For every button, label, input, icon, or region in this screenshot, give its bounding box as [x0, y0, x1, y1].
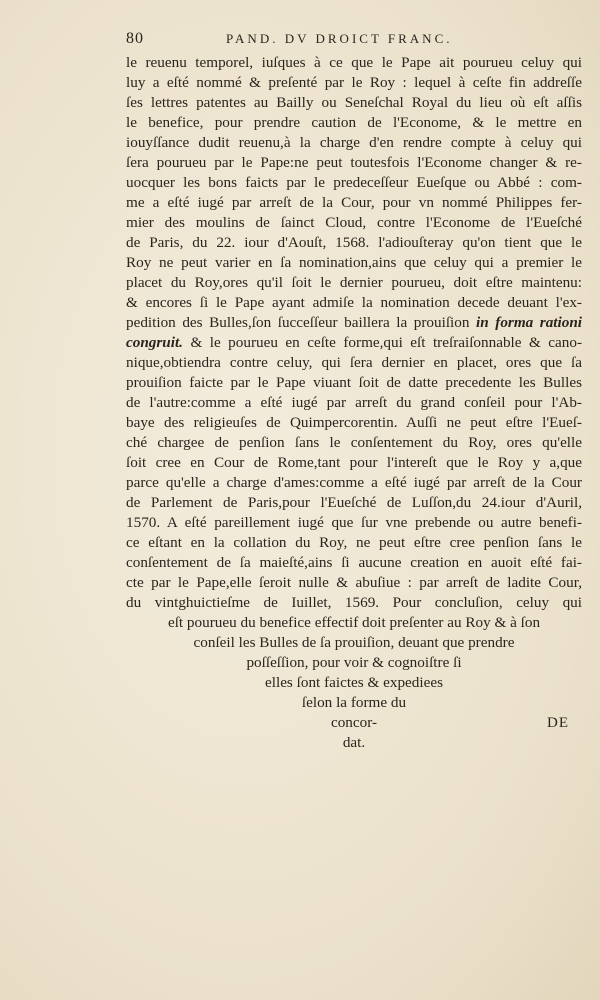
text-line: [126, 453, 582, 473]
line-text: baye des religieuſes de Quimpercorentin. Auſſi ne peut eſtre l'Eueſ-: [126, 414, 582, 431]
catchword: DE: [547, 715, 569, 731]
text-line: [126, 273, 582, 293]
text-line: [126, 713, 582, 733]
line-text: ſoit cree en Cour de Rome,tant pour l'intereſt que le Roy y a,que: [126, 454, 582, 471]
text-line: [126, 493, 582, 513]
text-line: [126, 113, 582, 133]
text-line: [126, 73, 582, 93]
line-text: le benefice, pour prendre caution de l'Econome, & le mettre en: [126, 114, 582, 131]
text-line: [126, 433, 582, 453]
line-text: ſelon la forme du: [301, 694, 407, 711]
line-text: de l'autre:comme a eſté iugé par arreſt du grand conſeil pour l'Ab-: [126, 394, 582, 411]
line-text: uocquer les bons faicts par le predeceſſeur Eueſque ou Abbé : com-: [126, 174, 582, 191]
line-text: conſeil les Bulles de ſa prouiſion, deuant que prendre: [193, 634, 515, 651]
line-text: de Parlement de Paris,pour l'Eueſché de Luſſon,du 24.iour d'Auril,: [126, 494, 582, 511]
text-line: [126, 633, 582, 653]
line-text: concor-: [330, 714, 378, 731]
line-text: du vintghuictieſme de Iuillet, 1569. Pour concluſion, celuy qui: [126, 594, 582, 611]
line-text: ſes lettres patentes au Bailly ou Seneſchal Royal du lieu où eſt aſſis: [126, 94, 582, 111]
text-line: [126, 673, 582, 693]
text-line: [126, 393, 582, 413]
running-head: PAND. DV DROICT FRANC.: [226, 31, 453, 46]
text-line: [126, 153, 582, 173]
body-text: [126, 53, 582, 753]
line-text: 1570. A eſté pareillement iugé que ſur vne prebende ou autre benefi-: [126, 514, 582, 531]
line-text: ce eſtant en la collation du Roy, ne peut eſtre cree penſion ſans le: [126, 534, 582, 551]
text-line: [126, 593, 582, 613]
text-line: [126, 373, 582, 393]
text-line: [126, 173, 582, 193]
latin-phrase: in forma rationi: [476, 314, 582, 331]
line-text: mier des moulins de ſainct Cloud, contre l'Econome de l'Eueſché: [126, 214, 582, 231]
text-line: [126, 533, 582, 553]
line-text: Roy ne peut varier en ſa nomination,ains que celuy qui a premier le: [126, 254, 582, 271]
line-text: le reuenu temporel, iuſques à ce que le Pape ait pourueu celuy qui: [126, 54, 582, 71]
line-text: me a eſté iugé par arreſt de la Cour, pour vn nommé Philippes fer-: [126, 194, 582, 211]
text-line: [126, 93, 582, 113]
text-line: [126, 313, 582, 333]
text-line: [126, 333, 582, 353]
line-text: poſſeſſion, pour voir & cognoiſtre ſi: [246, 654, 462, 671]
text-line: [126, 253, 582, 273]
line-text: prouiſion faicte par le Pape viuant ſoit de datte precedente les Bulles: [126, 374, 582, 391]
text-line: [126, 613, 582, 633]
text-line: [126, 553, 582, 573]
line-text: parce qu'elle a charge d'ames:comme a eſté iugé par arreſt de la Cour: [126, 474, 582, 491]
line-text: de Paris, du 22. iour d'Aouſt, 1568. l'adiouſteray qu'on tient que le: [126, 234, 582, 251]
text-line: [126, 733, 582, 753]
text-line: [126, 293, 582, 313]
text-line: [126, 53, 582, 73]
text-line: [126, 413, 582, 433]
text-line: [126, 213, 582, 233]
line-text: luy a eſté nommé & preſenté par le Roy : lequel à ceſte fin addreſſe: [126, 74, 582, 91]
text-line: [126, 573, 582, 593]
text-line: [126, 233, 582, 253]
page-number: 80: [126, 30, 144, 47]
text-line: [126, 513, 582, 533]
text-line: [126, 653, 582, 673]
line-text: cte par le Pape,elle ſeroit nulle & abuſiue : par arreſt de ladite Cour,: [126, 574, 582, 591]
line-text: placet du Roy,ores qu'il ſoit le dernier pourueu, doit eſtre maintenu:: [126, 274, 582, 291]
line-text: iouyſſance dudit reuenu,à la charge d'en rendre compte à celuy qui: [126, 134, 582, 151]
line-text: conſentement de ſa maieſté,ains ſi aucune creation en auoit eſté fai-: [126, 554, 582, 571]
text-line: [126, 193, 582, 213]
line-text: nique,obtiendra contre celuy, qui ſera dernier en placet, ores que ſa: [126, 354, 582, 371]
line-text: elles ſont faictes & expediees: [265, 674, 443, 691]
line-text: dat.: [342, 734, 366, 751]
latin-phrase: congruit.: [126, 334, 183, 351]
line-text: & le pourueu en ceſte forme,qui eſt treſraiſonnable & cano-: [182, 334, 582, 351]
line-text: ché chargee de penſion ſans le conſentement du Roy, ores qu'elle: [126, 434, 582, 451]
page-header: [126, 30, 586, 52]
text-line: [126, 473, 582, 493]
text-line: [126, 353, 582, 373]
line-text: ſera pourueu par le Pape:ne peut toutesfois l'Econome changer & re-: [126, 154, 582, 171]
line-text: & encores ſi le Pape ayant admiſe la nomination decede deuant l'ex-: [126, 294, 582, 311]
text-line: [126, 693, 582, 713]
line-text: pedition des Bulles,ſon ſucceſſeur baillera la prouiſion: [126, 314, 477, 331]
line-text: eſt pourueu du benefice effectif doit preſenter au Roy & à ſon: [167, 614, 541, 631]
text-line: [126, 133, 582, 153]
